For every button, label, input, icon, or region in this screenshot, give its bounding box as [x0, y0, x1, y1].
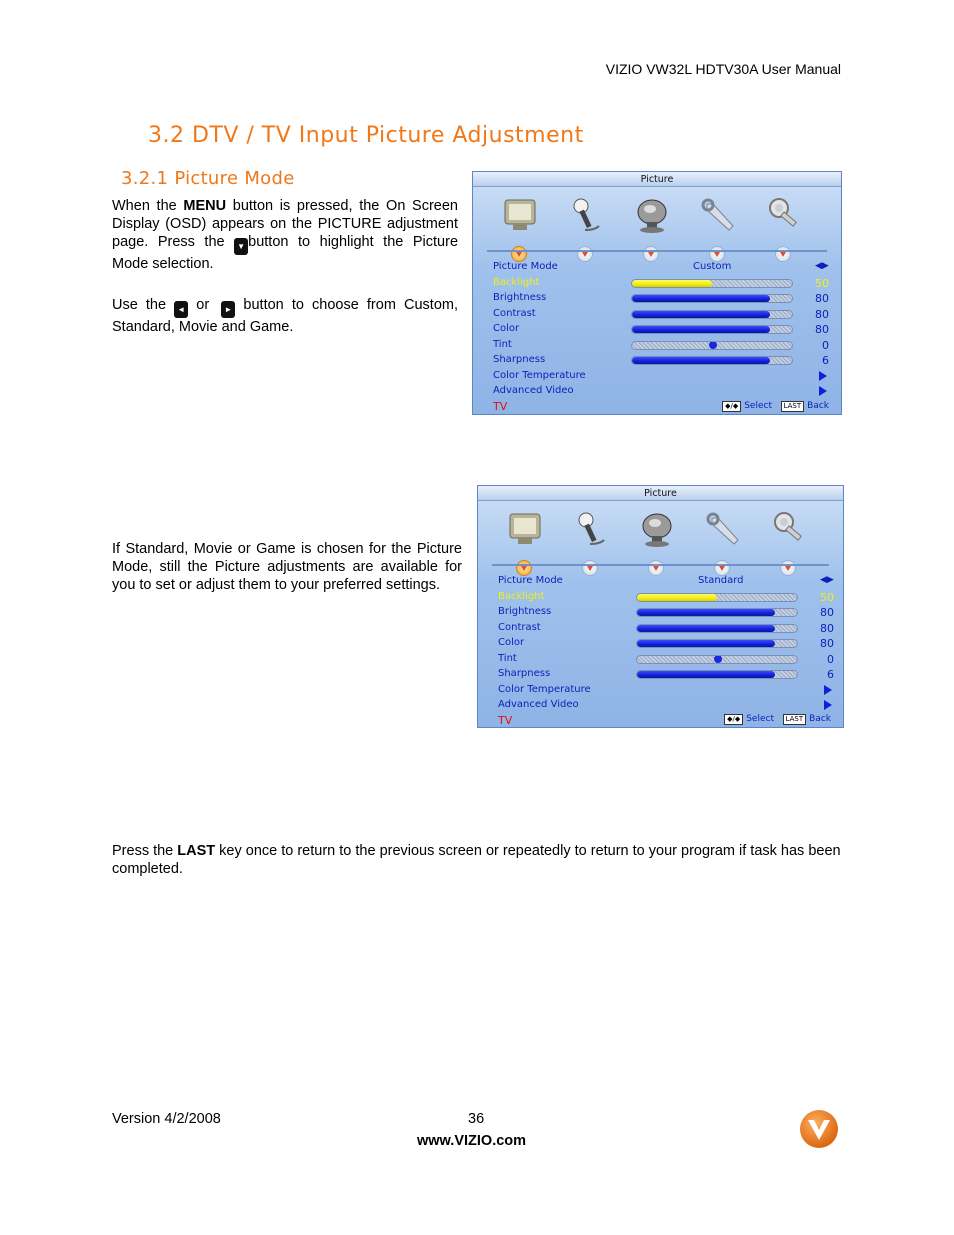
osd-row-advanced-video[interactable]: Advanced Video — [498, 699, 838, 714]
osd-row[interactable] — [493, 292, 833, 307]
osd-slider[interactable] — [636, 655, 798, 664]
osd-row-color-temperature[interactable]: Color Temperature — [493, 370, 833, 385]
osd-row-value: 6 — [827, 668, 834, 681]
osd-row[interactable] — [498, 668, 838, 683]
osd-row[interactable] — [493, 354, 833, 369]
satellite-dish-icon[interactable] — [619, 194, 685, 266]
down-key-icon: ▼ — [234, 238, 248, 255]
osd-screenshot-custom — [472, 171, 842, 415]
down-arrow-icon — [780, 560, 796, 576]
osd-screenshot-standard — [477, 485, 844, 728]
osd-input-label: TV — [498, 713, 513, 727]
slider-fill — [632, 280, 712, 287]
tv-picture-icon[interactable] — [487, 194, 553, 266]
osd-slider[interactable] — [631, 279, 793, 288]
osd-row-value: 50 — [820, 590, 834, 604]
osd-slider[interactable] — [631, 325, 793, 334]
osd-row-label: Contrast — [498, 621, 541, 633]
osd-slider[interactable] — [631, 356, 793, 365]
osd-divider — [487, 250, 827, 252]
right-arrow-icon — [824, 700, 832, 710]
paragraph-left-right: Use the ◄ or ► button to choose from Custom, Standard, Movie and Game. — [112, 297, 459, 335]
osd-menu-icons — [492, 508, 829, 578]
osd-row[interactable] — [498, 653, 838, 668]
right-arrow-icon — [819, 371, 827, 381]
manual-title: VIZIO VW32L HDTV30A User Manual — [605, 61, 841, 77]
satellite-dish-icon[interactable] — [624, 508, 690, 580]
osd-row-label: Brightness — [498, 606, 552, 617]
down-arrow-icon — [714, 560, 730, 576]
osd-row-value: 0 — [827, 652, 834, 666]
down-arrow-icon — [648, 560, 664, 576]
footer-version: Version 4/2/2008 — [112, 1111, 221, 1127]
picture-mode-value: Standard — [698, 575, 744, 586]
osd-row-value: 50 — [815, 276, 829, 290]
osd-slider[interactable] — [636, 639, 798, 648]
osd-row-label: Color — [498, 637, 525, 648]
section-heading: 3.2 DTV / TV Input Picture Adjustment — [148, 123, 584, 148]
slider-fill — [637, 609, 775, 616]
left-right-arrows-icon: ◀▶ — [815, 261, 829, 271]
osd-title: Picture — [640, 174, 674, 185]
slider-fill — [637, 640, 775, 647]
slider-fill — [637, 671, 775, 678]
paragraph-menu: When the MENU button is pressed, the On Screen Display (OSD) appears on the PICTURE adjustment page. Press the ▼ button to highlight the Picture Mode selection. — [112, 198, 459, 273]
osd-slider[interactable] — [636, 593, 798, 602]
osd-nav-hints: ◆/◆ Select LAST Back — [722, 401, 829, 412]
left-key-icon: ◄ — [174, 301, 188, 318]
slider-fill — [637, 594, 717, 601]
osd-row-label: Sharpness — [498, 668, 551, 679]
osd-row-value: 6 — [822, 354, 829, 367]
osd-row-label: Color — [493, 323, 520, 334]
osd-row-label: Sharpness — [493, 354, 546, 365]
down-arrow-icon — [709, 246, 725, 262]
osd-row-value: 0 — [822, 338, 829, 352]
last-key-icon: LAST — [783, 714, 807, 725]
osd-slider[interactable] — [631, 294, 793, 303]
right-arrow-icon — [819, 386, 827, 396]
osd-row-label: Contrast — [493, 307, 536, 319]
down-arrow-icon — [516, 560, 532, 576]
osd-row-value: 80 — [815, 292, 829, 305]
microphone-audio-icon[interactable] — [553, 194, 619, 266]
osd-row[interactable] — [498, 622, 838, 637]
osd-row-value: 80 — [820, 637, 834, 650]
osd-nav-hints: ◆/◆ Select LAST Back — [724, 714, 831, 725]
osd-row[interactable] — [493, 323, 833, 338]
wrench-setup-icon[interactable] — [685, 194, 751, 266]
down-arrow-icon — [577, 246, 593, 262]
key-lock-icon[interactable] — [756, 508, 822, 580]
footer-page-number: 36 — [468, 1111, 485, 1127]
osd-row-picture-mode[interactable]: Picture Mode Custom ◀▶ — [493, 261, 829, 272]
right-arrow-icon — [824, 685, 832, 695]
osd-title: Picture — [644, 488, 677, 499]
osd-row[interactable] — [498, 606, 838, 621]
slider-knob — [709, 341, 717, 349]
paragraph-standard: If Standard, Movie or Game is chosen for the Picture Mode, still the Picture adjustments are available for you to set or adjust them to your preferred settings. — [112, 541, 462, 594]
wrench-setup-icon[interactable] — [690, 508, 756, 580]
down-arrow-icon — [511, 246, 527, 262]
osd-row-value: 80 — [815, 307, 829, 321]
osd-slider[interactable] — [631, 310, 793, 319]
osd-menu-icons — [487, 194, 827, 264]
osd-slider[interactable] — [631, 341, 793, 350]
osd-row[interactable] — [498, 591, 838, 606]
osd-row-label: Backlight — [498, 590, 545, 602]
osd-slider[interactable] — [636, 670, 798, 679]
key-lock-icon[interactable] — [751, 194, 817, 266]
slider-fill — [632, 295, 770, 302]
slider-fill — [637, 625, 775, 632]
osd-input-label: TV — [493, 399, 508, 413]
osd-row-value: 80 — [820, 606, 834, 619]
osd-row-picture-mode[interactable]: Picture Mode Standard ◀▶ — [498, 575, 834, 586]
right-key-icon: ► — [221, 301, 235, 318]
slider-fill — [632, 357, 770, 364]
left-right-arrows-icon: ◀▶ — [820, 575, 834, 585]
vizio-logo — [799, 1109, 839, 1149]
down-arrow-icon — [643, 246, 659, 262]
last-key-icon: LAST — [781, 401, 805, 412]
picture-mode-value: Custom — [693, 261, 732, 272]
osd-row[interactable] — [493, 339, 833, 354]
osd-row-value: 80 — [820, 621, 834, 635]
subsection-heading: 3.2.1 Picture Mode — [121, 168, 295, 189]
footer-website: www.VIZIO.com — [417, 1133, 527, 1149]
paragraph-last: Press the LAST key once to return to the previous screen or repeatedly to return to your program if task has been completed. — [112, 843, 841, 878]
osd-divider — [492, 564, 829, 566]
osd-row-advanced-video[interactable]: Advanced Video — [493, 385, 833, 400]
osd-row-color-temperature[interactable]: Color Temperature — [498, 684, 838, 699]
slider-fill — [632, 326, 770, 333]
osd-slider[interactable] — [636, 624, 798, 633]
nav-arrows-key-icon: ◆/◆ — [724, 714, 743, 725]
osd-row-value: 80 — [815, 323, 829, 336]
slider-knob — [714, 655, 722, 663]
down-arrow-icon — [775, 246, 791, 262]
nav-arrows-key-icon: ◆/◆ — [722, 401, 741, 412]
tv-picture-icon[interactable] — [492, 508, 558, 580]
osd-row-label: Tint — [493, 338, 512, 350]
osd-row-label: Brightness — [493, 292, 547, 303]
slider-fill — [632, 311, 770, 318]
osd-row[interactable] — [493, 277, 833, 292]
down-arrow-icon — [582, 560, 598, 576]
osd-slider[interactable] — [636, 608, 798, 617]
osd-row-label: Tint — [498, 652, 517, 664]
osd-row[interactable] — [498, 637, 838, 652]
osd-row-label: Backlight — [493, 276, 540, 288]
osd-row[interactable] — [493, 308, 833, 323]
microphone-audio-icon[interactable] — [558, 508, 624, 580]
